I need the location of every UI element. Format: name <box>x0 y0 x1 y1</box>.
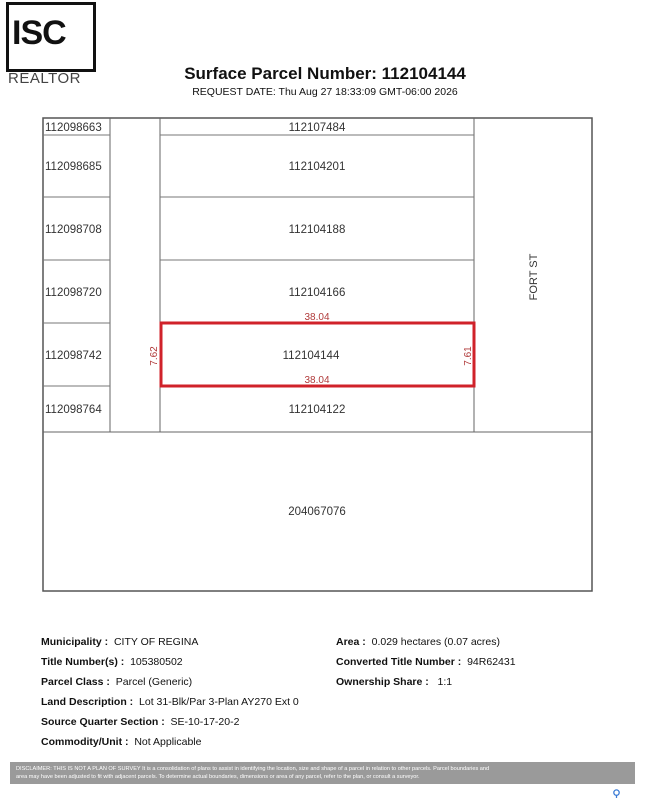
left-parcel-label: 112098742 <box>45 350 102 362</box>
center-parcel-label: 112104201 <box>288 161 346 173</box>
title-number-row <box>41 656 183 668</box>
center-parcel-label: 112104188 <box>288 224 346 236</box>
subject-parcel-label: 112104144 <box>282 350 340 362</box>
municipality-row <box>41 636 198 648</box>
request-date: REQUEST DATE: Thu Aug 27 18:33:09 GMT-06:00 2026 <box>192 86 458 98</box>
street-label: FORT ST <box>528 253 540 301</box>
title-number-label: Title Number(s) : <box>41 656 125 668</box>
disclaimer-line-2: area may have been adjusted to fit with adjacent parcels. To determine actual boundaries, dimensions or area of any parcel, refer to the plan, or consult a surveyor. <box>16 774 420 780</box>
area-value: 0.029 hectares (0.07 acres) <box>371 636 501 648</box>
parcel-class-value: Parcel (Generic) <box>115 676 193 688</box>
center-parcel-label: 112104166 <box>288 287 346 299</box>
left-parcel-label: 112098720 <box>45 287 102 299</box>
land-description-value: Lot 31-Blk/Par 3-Plan AY270 Ext 0 <box>139 696 299 708</box>
ownership-share-value: 1:1 <box>437 676 453 688</box>
center-parcel-label: 112107484 <box>288 122 346 134</box>
converted-title-value: 94R62431 <box>467 656 516 668</box>
left-parcel-label: 112098685 <box>45 161 102 173</box>
dimension-top: 38.04 <box>304 312 330 323</box>
converted-title-row <box>336 656 516 668</box>
left-parcel-label: 112098708 <box>45 224 102 236</box>
ownership-share-label: Ownership Share : <box>336 676 429 688</box>
commodity-value: Not Applicable <box>134 736 202 748</box>
dimension-bottom: 38.04 <box>304 375 330 386</box>
source-quarter-label: Source Quarter Section : <box>41 716 165 728</box>
logo-text: ISC <box>12 14 66 52</box>
municipality-value: CITY OF REGINA <box>113 636 199 648</box>
parcel-class-label: Parcel Class : <box>41 676 110 688</box>
logo-caption: REALTOR <box>8 70 81 87</box>
land-description-row <box>41 696 299 708</box>
page-title: Surface Parcel Number: 112104144 <box>184 64 466 83</box>
source-quarter-value: SE-10-17-20-2 <box>170 716 240 728</box>
ownership-share-row <box>336 676 452 688</box>
source-quarter-row <box>41 716 239 728</box>
map-pin-icon <box>612 789 621 798</box>
bottom-parcel-label: 204067076 <box>288 506 346 518</box>
commodity-label: Commodity/Unit : <box>41 736 129 748</box>
area-row <box>336 636 500 648</box>
left-parcel-label: 112098764 <box>45 404 102 416</box>
title-number-value: 105380502 <box>130 656 183 668</box>
municipality-label: Municipality : <box>41 636 109 648</box>
disclaimer-bar <box>10 762 635 784</box>
commodity-row <box>41 736 201 748</box>
left-parcel-label: 112098663 <box>45 122 102 134</box>
land-description-label: Land Description : <box>41 696 134 708</box>
disclaimer-line-1: DISCLAIMER: THIS IS NOT A PLAN OF SURVEY It is a consolidation of plans to assist in identifying the location, size and shape of a parcel in relation to other parcels. Parcel boundaries and <box>16 766 490 772</box>
parcel-class-row <box>41 676 192 688</box>
dimension-left: 7.62 <box>149 346 160 366</box>
center-parcel-label: 112104122 <box>288 404 346 416</box>
area-label: Area : <box>336 636 366 648</box>
dimension-right: 7.61 <box>463 346 474 366</box>
converted-title-label: Converted Title Number : <box>336 656 462 668</box>
